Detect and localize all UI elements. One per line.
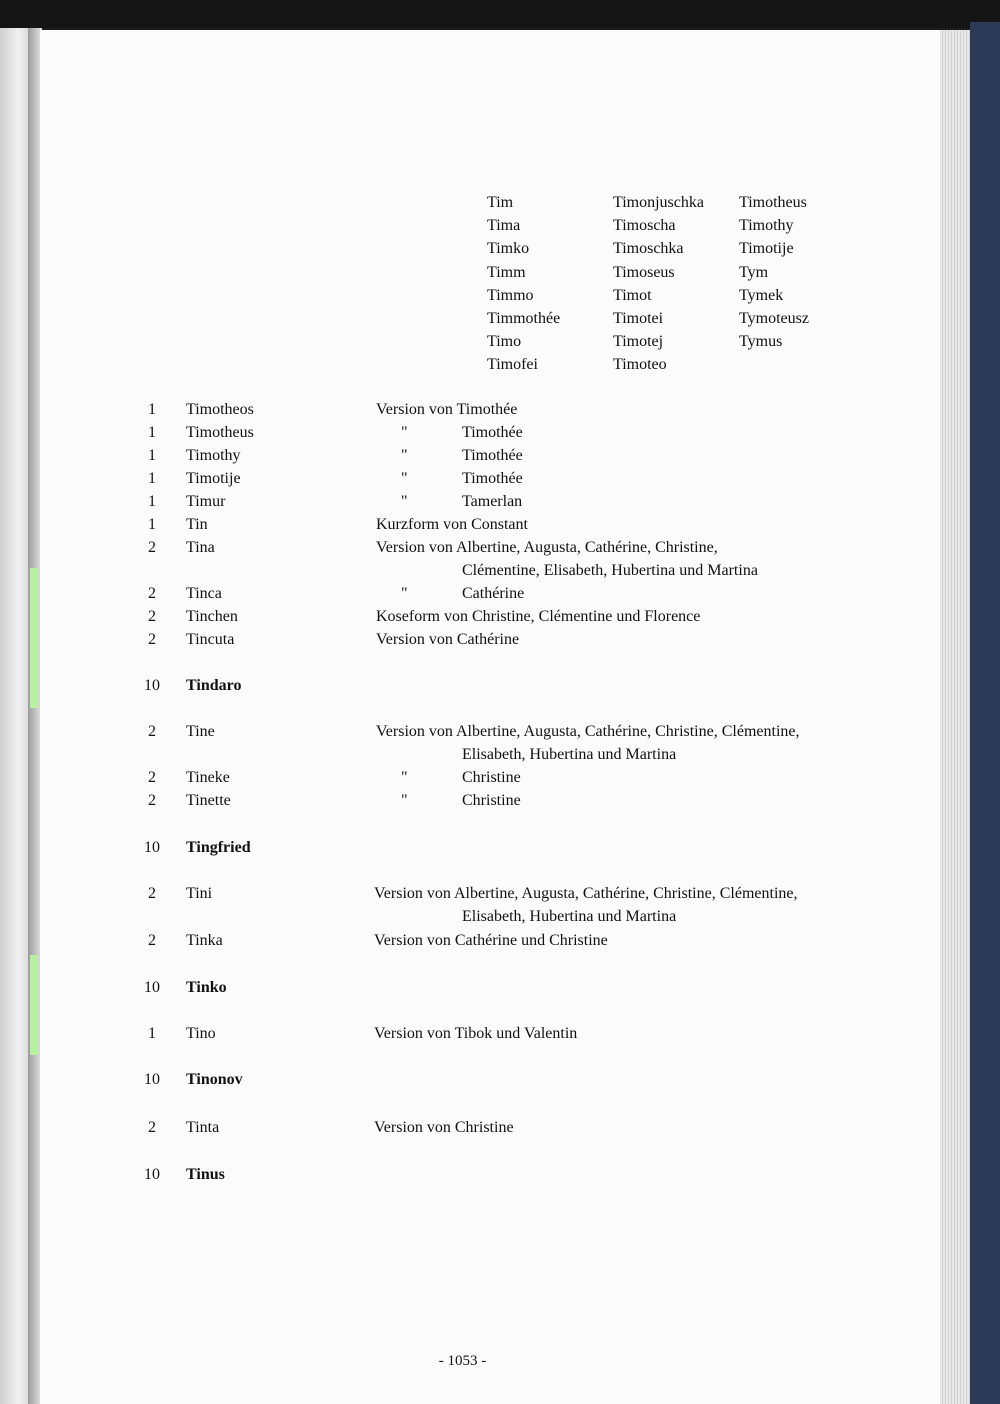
entry-description: Elisabeth, Hubertina und Martina bbox=[462, 746, 677, 763]
entry-number: 1 bbox=[148, 493, 156, 510]
entry-description: Version von Albertine, Augusta, Cathérine, Christine, bbox=[376, 539, 718, 556]
entry-number: 1 bbox=[148, 470, 156, 487]
entry-number: 2 bbox=[148, 723, 156, 740]
entry-number: 2 bbox=[148, 1119, 156, 1136]
variant-name: Timotej bbox=[613, 333, 664, 351]
entry-name: Tindaro bbox=[186, 677, 242, 694]
variant-name: Timo bbox=[487, 333, 522, 351]
entry-number: 2 bbox=[148, 932, 156, 949]
entry-name: Timur bbox=[186, 493, 226, 510]
entry-name: Tineke bbox=[186, 769, 230, 786]
index-tab bbox=[30, 955, 38, 1055]
page-edges bbox=[940, 30, 970, 1404]
entry-name: Tinette bbox=[186, 792, 231, 809]
entry-number: 1 bbox=[148, 1025, 156, 1042]
variant-name: Tima bbox=[487, 217, 521, 235]
entry-description: Clémentine, Elisabeth, Hubertina und Martina bbox=[462, 562, 758, 579]
entry-number: 10 bbox=[144, 1166, 160, 1183]
entry-description: Version von Cathérine bbox=[376, 631, 520, 648]
variant-name: Timoschka bbox=[613, 240, 684, 258]
entry-number: 2 bbox=[148, 539, 156, 556]
entry-description: Timothée bbox=[462, 424, 523, 441]
entry-description: Version von Albertine, Augusta, Cathérine, Christine, Clémentine, bbox=[374, 885, 798, 902]
entry-description: Elisabeth, Hubertina und Martina bbox=[462, 908, 677, 925]
entry-number: 1 bbox=[148, 401, 156, 418]
variant-name: Timoteo bbox=[613, 356, 667, 374]
variant-name: Timothy bbox=[739, 217, 794, 235]
ditto-mark: " bbox=[401, 470, 408, 487]
variant-name: Timotei bbox=[613, 310, 664, 327]
entry-name: Tine bbox=[186, 723, 215, 740]
entry-name: Tincuta bbox=[186, 631, 235, 648]
entry-description: Christine bbox=[462, 769, 521, 786]
ditto-mark: " bbox=[401, 769, 408, 786]
entry-number: 10 bbox=[144, 1071, 160, 1088]
entry-name: Timothy bbox=[186, 447, 241, 464]
entry-number: 10 bbox=[144, 839, 160, 856]
entry-number: 2 bbox=[148, 608, 156, 625]
entry-name: Timotheus bbox=[186, 424, 254, 441]
variant-name: Timonjuschka bbox=[613, 194, 704, 211]
variant-name: Tymek bbox=[739, 286, 784, 304]
entry-name: Tini bbox=[186, 885, 213, 902]
entry-name: Timotije bbox=[186, 470, 241, 487]
entry-name: Timotheos bbox=[186, 401, 254, 418]
page-number: - 1053 - bbox=[438, 1353, 487, 1369]
variant-name: Timmothée bbox=[487, 310, 561, 327]
entry-number: 2 bbox=[148, 792, 156, 809]
entry-name: Tino bbox=[186, 1025, 216, 1042]
entry-name: Tingfried bbox=[186, 839, 251, 856]
entry-description: Version von Timothée bbox=[376, 401, 518, 418]
entry-number: 1 bbox=[148, 516, 156, 533]
entry-number: 1 bbox=[148, 424, 156, 441]
entry-description: Kurzform von Constant bbox=[376, 516, 528, 533]
entry-description: Koseform von Christine, Clémentine und Florence bbox=[376, 608, 701, 625]
variant-name: Timoseus bbox=[613, 263, 675, 281]
entry-number: 2 bbox=[148, 631, 156, 648]
entry-name: Tinchen bbox=[186, 608, 238, 625]
entry-description: Version von Cathérine und Christine bbox=[374, 932, 608, 949]
entry-name: Tinko bbox=[186, 979, 227, 996]
variant-name: Tim bbox=[487, 194, 514, 211]
variant-name: Timofei bbox=[487, 356, 538, 374]
entry-description: Version von Christine bbox=[374, 1119, 514, 1136]
ditto-mark: " bbox=[401, 447, 408, 464]
entry-number: 10 bbox=[144, 677, 160, 694]
variant-name: Timoscha bbox=[613, 217, 676, 235]
entry-description: Version von Albertine, Augusta, Cathérine, Christine, Clémentine, bbox=[376, 723, 800, 740]
entry-description: Timothée bbox=[462, 447, 523, 464]
entry-name: Tinca bbox=[186, 585, 222, 602]
entry-name: Tinus bbox=[186, 1166, 225, 1183]
entry-description: Timothée bbox=[462, 470, 523, 487]
entry-number: 2 bbox=[148, 585, 156, 602]
variant-name: Timm bbox=[487, 263, 526, 281]
ditto-mark: " bbox=[401, 585, 408, 602]
entry-name: Tina bbox=[186, 539, 215, 556]
variant-name: Tym bbox=[739, 263, 769, 281]
ditto-mark: " bbox=[401, 493, 408, 510]
variant-name: Timot bbox=[613, 286, 652, 304]
entry-number: 10 bbox=[144, 979, 160, 996]
variant-name: Timotheus bbox=[739, 194, 807, 211]
variant-name: Timotije bbox=[739, 240, 794, 258]
entry-number: 2 bbox=[148, 885, 156, 902]
entry-description: Tamerlan bbox=[462, 493, 523, 510]
entry-number: 1 bbox=[148, 447, 156, 464]
variant-name: Tymoteusz bbox=[739, 310, 809, 327]
entry-name: Tinonov bbox=[186, 1071, 243, 1088]
entry-name: Tin bbox=[186, 516, 208, 533]
variant-name: Tymus bbox=[739, 333, 783, 351]
entry-description: Version von Tibok und Valentin bbox=[374, 1025, 578, 1042]
entry-name: Tinka bbox=[186, 932, 223, 949]
previous-page-edge bbox=[0, 28, 30, 1404]
ditto-mark: " bbox=[401, 424, 408, 441]
scan-top-band bbox=[0, 0, 1000, 28]
entry-number: 2 bbox=[148, 769, 156, 786]
book-cover-edge bbox=[970, 22, 1000, 1404]
entry-description: Christine bbox=[462, 792, 521, 809]
ditto-mark: " bbox=[401, 792, 408, 809]
variant-name: Timko bbox=[487, 240, 530, 258]
variant-name: Timmo bbox=[487, 286, 534, 304]
index-tab bbox=[30, 568, 38, 708]
entry-description: Cathérine bbox=[462, 585, 525, 602]
entry-name: Tinta bbox=[186, 1119, 220, 1136]
